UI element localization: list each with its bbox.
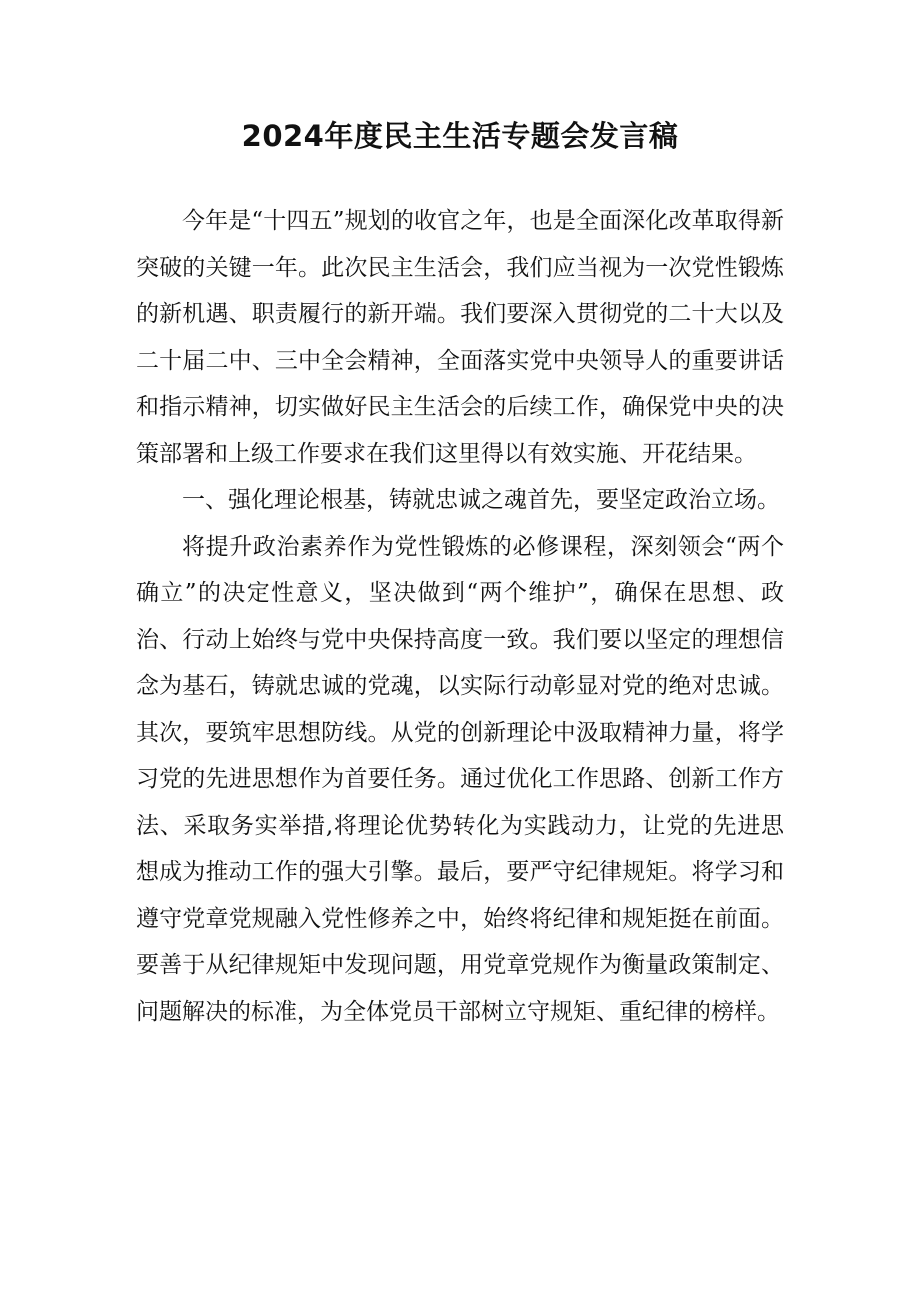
paragraph-section-heading: 一、强化理论根基，铸就忠诚之魂首先，要坚定政治立场。 [182, 487, 780, 513]
paragraph-intro: 今年是“十四五”规划的收官之年，也是全面深化改革取得新突破的关键一年。此次民主生活会，我们应当视为一次党性锻炼的新机遇、职责履行的新开端。我们要深入贯彻党的二十大以及二十届二中、三中全会精神，全面落实党中央领导人的重要讲话和指示精神，切实做好民主生活会的后续工作，确保党中央的决策部署和上级工作要求在我们这里得以有效实施、开花结果。 [136, 208, 784, 467]
document-body [136, 198, 784, 1035]
document-title: 2024年度民主生活专题会发言稿 [241, 119, 679, 153]
paragraph-political-stance: 将提升政治素养作为党性锻炼的必修课程，深刻领会“两个确立”的决定性意义，坚决做到“两个维护”，确保在思想、政治、行动上始终与党中央保持高度一致。我们要以坚定的理想信念为基石，铸就忠诚的党魂，以实际行动彰显对党的绝对忠诚。其次，要筑牢思想防线。从党的创新理论中汲取精神力量，将学习党的先进思想作为首要任务。通过优化工作思路、创新工作方法、采取务实举措,将理论优势转化为实践动力，让党的先进思想成为推动工作的强大引擎。最后，要严守纪律规矩。将学习和遵守党章党规融入党性修养之中，始终将纪律和规矩挺在前面。要善于从纪律规矩中发现问题，用党章党规作为衡量政策制定、问题解决的标准，为全体党员干部树立守规矩、重纪律的榜样。 [136, 533, 784, 1025]
